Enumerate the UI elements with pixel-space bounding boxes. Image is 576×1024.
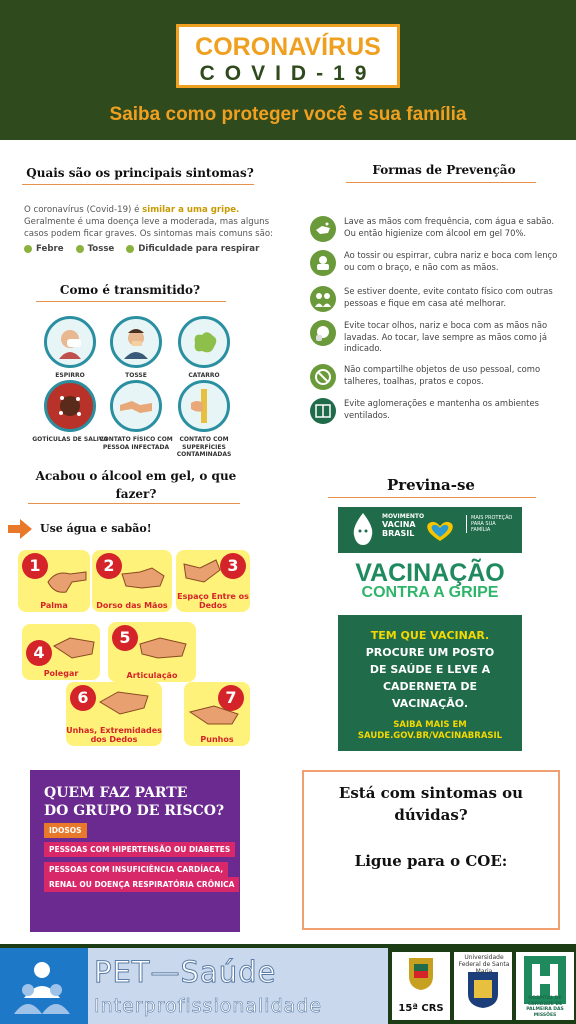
step-number: 4	[26, 640, 52, 666]
symptom-label: Tosse	[87, 244, 115, 254]
zegotinha-mascot-icon	[348, 511, 378, 549]
vaccine-more-url: SAUDE.GOV.BR/VACINABRASIL	[357, 731, 503, 741]
symptoms-list	[24, 244, 284, 254]
hospital-label: HOSPITAL DE CARIDADE DE PALMEIRA DAS MISSÕES	[526, 996, 564, 1018]
transmission-label: ESPIRRO	[55, 372, 85, 379]
handwash-label: Use água e sabão!	[40, 522, 152, 535]
bullet-icon	[126, 245, 134, 253]
prevention-text: Lave as mãos com frequência, com água e sabão. Ou então higienize com álcool em gel 70%.	[344, 216, 555, 238]
coe-line: dúvidas?	[394, 806, 468, 824]
hospital-logo	[516, 952, 574, 1020]
bullet-icon	[76, 245, 84, 253]
people-logo-icon	[10, 956, 74, 1018]
vaccine-more-line: SAIBA MAIS EM	[393, 720, 467, 730]
handwash-step	[176, 550, 250, 612]
symptoms-text	[24, 204, 282, 240]
transmission-item-catarrh	[164, 316, 244, 380]
symptom-label: Febre	[36, 244, 64, 254]
people-icon	[310, 286, 336, 312]
handwash-step	[18, 550, 90, 612]
coe-line: Ligue para o COE:	[354, 852, 508, 870]
handwash-step	[184, 682, 250, 746]
hands-icon	[52, 632, 96, 662]
prevention-text: Evite tocar olhos, nariz e boca com as mãos não lavadas. Ao tocar, lave sempre as mãos como já indicado.	[344, 320, 548, 353]
surface-touch-icon	[178, 380, 230, 432]
step-caption: Unhas, Extremidades dos Dedos	[66, 726, 162, 744]
pet-subtitle: Interprofissionalidade	[94, 995, 323, 1017]
transmission-title: Como é transmitido?	[59, 283, 201, 297]
ufsm-label: Universidade Federal de Santa Maria	[458, 954, 510, 975]
vaccine-badge	[382, 513, 424, 538]
step-caption: Dorso das Mãos	[96, 601, 168, 610]
prevention-item	[310, 286, 560, 312]
previna-rule	[328, 497, 536, 498]
vaccine-body: PROCURE UM POSTO DE SAÚDE E LEVE A CADERNETA DE VACINAÇÃO.	[365, 646, 495, 710]
step-number: 5	[112, 625, 138, 651]
transmission-item-surfaces	[164, 380, 244, 459]
prevention-text: Não compartilhe objetos de uso pessoal, como talheres, toalhas, pratos e copos.	[344, 364, 541, 386]
logo-line1: CORONAVÍRUS	[195, 33, 381, 61]
prevention-text: Se estiver doente, evite contato físico com outras pessoas e fique em casa até melhorar.	[344, 286, 553, 308]
vaccine-more	[338, 720, 522, 742]
step-caption: Palma	[40, 601, 68, 610]
symptom-item	[76, 244, 115, 254]
step-caption: Polegar	[43, 669, 79, 678]
handwash-step	[22, 624, 100, 680]
risk-tag: IDOSOS	[44, 823, 87, 838]
transmission-label: CONTATO FÍSICO COM PESSOA INFECTADA	[99, 436, 173, 451]
risk-group-panel	[30, 770, 240, 932]
symptom-label: Dificuldade para respirar	[138, 244, 260, 254]
handwash-step	[66, 682, 162, 746]
hands-icon	[138, 632, 188, 664]
symptoms-text-a: O coronavírus (Covid-19) é	[24, 205, 143, 215]
covid-logo	[176, 24, 400, 88]
transmission-label: CONTATO COM SUPERFÍCIES CONTAMINADAS	[176, 436, 232, 458]
transmission-label: CATARRO	[188, 372, 220, 379]
no-share-icon	[310, 364, 336, 390]
handwash-icon	[310, 216, 336, 242]
crs-logo	[392, 952, 450, 1020]
symptoms-title: Quais são os principais sintomas?	[26, 166, 254, 180]
university-seal-icon	[466, 970, 500, 1010]
step-number: 1	[22, 553, 48, 579]
prevention-title: Formas de Prevenção	[372, 163, 516, 177]
risk-title-line: QUEM FAZ PARTE	[44, 785, 188, 801]
transmission-label: TOSSE	[125, 372, 147, 379]
step-caption: Articulação	[126, 671, 178, 680]
arrow-right-icon	[8, 519, 32, 539]
logo-line2: COVID-19	[199, 62, 377, 85]
symptoms-text-b: Geralmente é uma doença leve a moderada, mas alguns casos podem ficar graves. Os sintomas mais comuns são:	[24, 217, 274, 239]
hands-icon	[120, 564, 166, 596]
vaccine-poster	[338, 507, 522, 751]
transmission-rule	[36, 301, 226, 302]
tagline: Saiba como proteger você e sua família	[109, 104, 467, 125]
catarrh-icon	[178, 316, 230, 368]
prevention-item	[310, 320, 560, 355]
step-number: 2	[96, 553, 122, 579]
face-touch-icon	[310, 320, 336, 346]
badge-line: MOVIMENTO	[382, 513, 425, 520]
prevention-item	[310, 364, 560, 390]
prevention-rule	[346, 182, 536, 183]
risk-tag: RENAL OU DOENÇA RESPIRATÓRIA CRÔNICA	[44, 877, 239, 892]
symptoms-rule	[22, 184, 254, 185]
transmission-label: GOTÍCULAS DE SALIVA	[32, 436, 108, 443]
prevention-text: Ao tossir ou espirrar, cubra nariz e boca com lenço ou com o braço, e não com as mãos.	[344, 250, 558, 272]
cough-icon	[310, 250, 336, 276]
coe-line: Está com sintomas ou	[338, 784, 524, 802]
step-number: 6	[70, 685, 96, 711]
saliva-icon	[44, 380, 96, 432]
step-number: 7	[218, 685, 244, 711]
prevention-item	[310, 398, 560, 424]
vaccine-call: TEM QUE VACINAR.	[370, 629, 490, 642]
hands-icon	[180, 556, 222, 590]
hands-icon	[188, 700, 240, 730]
handwash-step	[92, 550, 172, 612]
symptom-item	[126, 244, 259, 254]
risk-title	[44, 784, 224, 820]
vaccine-headline: VACINAÇÃO	[355, 559, 505, 587]
vaccine-message	[338, 615, 522, 751]
handwash-rule	[28, 503, 240, 504]
prevention-item	[310, 250, 560, 276]
header-banner	[0, 0, 576, 140]
pet-title: PET—Saúde	[94, 955, 277, 989]
step-caption: Punhos	[200, 735, 234, 744]
hands-icon	[98, 688, 150, 718]
cough-icon	[110, 316, 162, 368]
ufsm-logo	[454, 952, 512, 1020]
sneeze-icon	[44, 316, 96, 368]
coat-of-arms-icon	[406, 956, 436, 992]
symptom-item	[24, 244, 64, 254]
previna-title: Previna-se	[387, 476, 475, 494]
heart-logo-icon	[422, 519, 458, 543]
step-caption: Espaço Entre os Dedos	[177, 592, 249, 610]
handshake-icon	[110, 380, 162, 432]
badge-line: BRASIL	[382, 529, 415, 538]
symptoms-text-highlight: similar a uma gripe.	[142, 205, 240, 215]
vaccine-badge-side: MAIS PROTEÇÃO PARA SUA FAMÍLIA	[466, 515, 516, 533]
window-icon	[310, 398, 336, 424]
prevention-text: Evite aglomerações e mantenha os ambientes ventilados.	[344, 398, 539, 420]
hands-icon	[46, 566, 88, 596]
vaccine-subheadline: CONTRA A GRIPE	[361, 584, 499, 601]
risk-tag: PESSOAS COM HIPERTENSÃO OU DIABETES	[44, 842, 235, 857]
handwash-step	[108, 622, 196, 682]
vaccine-poster-header	[338, 507, 522, 553]
risk-tag: PESSOAS COM INSUFICIÊNCIA CARDÍACA,	[44, 862, 228, 877]
crs-label: 15ª CRS	[398, 1003, 444, 1014]
prevention-item	[310, 216, 560, 242]
bullet-icon	[24, 245, 32, 253]
coe-contact-box	[302, 770, 560, 930]
step-number: 3	[220, 553, 246, 579]
risk-title-line: DO GRUPO DE RISCO?	[44, 803, 225, 819]
badge-line: VACINA	[382, 520, 416, 529]
handwash-title: Acabou o álcool em gel, o que fazer?	[35, 469, 237, 501]
